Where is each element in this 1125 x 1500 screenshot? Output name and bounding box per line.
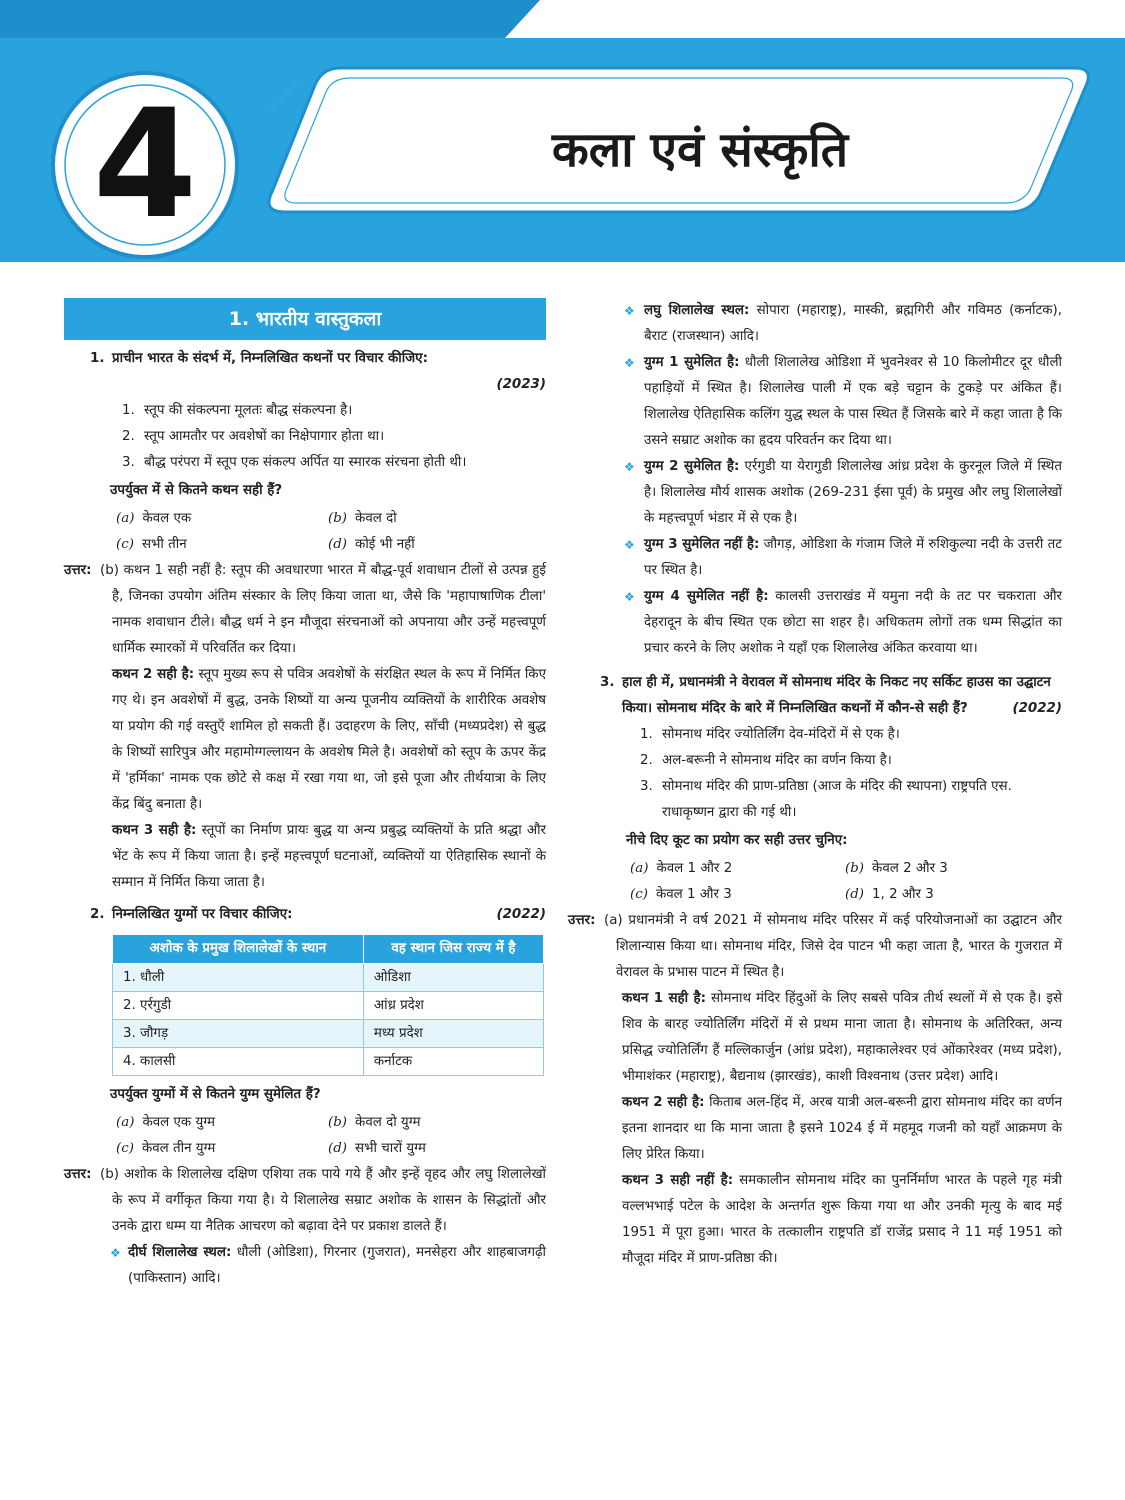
answer: उत्तर: (a) प्रधानमंत्री ने वर्ष 2021 में सोमनाथ मंदिर परिसर में कई परियोजनाओं का उद्घाटन और शिलान्यास किया था। सोमनाथ मंदिर, जिसे देव पाटन भी कहा जाता है, भारत के गुजरात में वेरावल के प्रभास पाटन में स्थित है। bbox=[568, 913, 1062, 980]
option[interactable]: (c) सभी तीन bbox=[116, 537, 187, 552]
statement: 2. अल-बरूनी ने सोमनाथ मंदिर का वर्णन किया है। bbox=[640, 753, 892, 768]
option[interactable]: (d) 1, 2 और 3 bbox=[845, 887, 934, 902]
options-grid bbox=[64, 1110, 546, 1162]
options-grid bbox=[582, 856, 1062, 908]
option[interactable]: (a) केवल एक bbox=[116, 511, 192, 526]
diamond-bullet-icon: ❖ bbox=[624, 460, 635, 474]
table-header: अशोक के प्रमुख शिलालेखों के स्थान bbox=[113, 935, 364, 964]
explanation-paragraph: कथन 3 सही है: स्तूपों का निर्माण प्रायः बुद्ध या अन्य प्रबुद्ध व्यक्तियों के प्रति श्रद्धा और भेंट के रूप में किया जाता है। इन्हें महत्त्वपूर्ण घटनाओं, व्यक्तियों या ऐतिहासिक स्थानों के सम्मान में निर्मित किया जाता है। bbox=[112, 823, 547, 890]
bullet-item: ❖ युग्म 1 सुमेलित है: धौली शिलालेख ओडिशा में भुवनेश्वर से 10 किलोमीटर दूर धौली पहाड़ियों में स्थित है। शिलालेख पाली में एक बड़े चट्टान के टुकड़े पर अंकित हैं। शिलालेख ऐतिहासिक कलिंग युद्ध स्थल के पास स्थित हैं जिसके बारे में कहा जाता है कि उसने सम्राट अशोक का हृदय परिवर्तन कर दिया था। bbox=[582, 350, 1062, 454]
table-header: वह स्थान जिस राज्य में है bbox=[363, 935, 543, 964]
chapter-title: कला एवं संस्कृति bbox=[551, 122, 849, 178]
option[interactable]: (c) केवल तीन युग्म bbox=[116, 1141, 216, 1156]
diamond-bullet-icon: ❖ bbox=[624, 538, 635, 552]
right-column bbox=[568, 298, 1063, 1272]
question-year: (2022) bbox=[496, 907, 546, 922]
question-prompt: उपर्युक्त युग्मों में से कितने युग्म सुमेलित हैं? bbox=[110, 1087, 321, 1102]
option[interactable]: (c) केवल 1 और 3 bbox=[630, 887, 732, 902]
question-prompt: नीचे दिए कूट का प्रयोग कर सही उत्तर चुनिए: bbox=[626, 833, 848, 848]
bullet-item: ❖ युग्म 2 सुमेलित है: एर्रगुडी या येरागुडी शिलालेख आंध्र प्रदेश के कुरनूल जिले में स्थित है। शिलालेख मौर्य शासक अशोक (269-231 ईसा पूर्व) के प्रमुख और लघु शिलालेखों के महत्त्वपूर्ण भंडार में से एक है। bbox=[582, 454, 1062, 532]
question-year: (2022) bbox=[1012, 701, 1062, 716]
answer: उत्तर: (b) अशोक के शिलालेख दक्षिण एशिया तक पाये गये हैं और इन्हें वृहद और लघु शिलालेखों के रूप में वर्गीकृत किया गया है। ये शिलालेख सम्राट अशोक के शासन के सिद्धांतों और उनके द्वारा धम्म या नैतिक आचरण को बढ़ावा देने पर प्रकाश डालते हैं। bbox=[64, 1167, 546, 1234]
statement: 1. स्तूप की संकल्पना मूलतः बौद्ध संकल्पना है। bbox=[122, 403, 353, 418]
statement: 3. बौद्ध परंपरा में स्तूप एक संकल्प अर्पित या स्मारक संरचना होती थी। bbox=[122, 455, 467, 470]
match-table bbox=[112, 934, 544, 1076]
bullet-item: ❖ युग्म 3 सुमेलित नहीं है: जौगड़, ओडिशा के गंजाम जिले में रुशिकुल्या नदी के उत्तरी तट पर स्थित है। bbox=[582, 532, 1062, 584]
bullet-item: ❖ लघु शिलालेख स्थल: सोपारा (महाराष्ट्र), मास्की, ब्रह्मगिरी और गविमठ (कर्नाटक), बैराट (राजस्थान) आदि। bbox=[582, 298, 1062, 350]
option[interactable]: (a) केवल 1 और 2 bbox=[630, 861, 733, 876]
section-heading: 1. भारतीय वास्तुकला bbox=[64, 298, 546, 340]
diamond-bullet-icon: ❖ bbox=[624, 590, 635, 604]
question-2: 2. निम्नलिखित युग्मों पर विचार कीजिए: (2022) bbox=[64, 902, 546, 928]
bullet-item: ❖ युग्म 4 सुमेलित नहीं है: कालसी उत्तराखंड में यमुना नदी के तट पर चकराता और देहरादून के बीच स्थित एक छोटा सा शहर है। अधिकतम लोगों तक धम्म सिद्धांत का प्रचार करने के लिए अशोक ने यहाँ एक शिलालेख अंकित करवाया था। bbox=[582, 584, 1062, 662]
option[interactable]: (b) केवल 2 और 3 bbox=[845, 861, 948, 876]
bullet-item: ❖ दीर्घ शिलालेख स्थल: धौली (ओडिशा), गिरनार (गुजरात), मनसेहरा और शाहबाजगढ़ी (पाकिस्तान) आदि। bbox=[64, 1240, 546, 1292]
question-prompt: उपर्युक्त में से कितने कथन सही हैं? bbox=[110, 483, 283, 498]
chapter-number: 4 bbox=[92, 78, 198, 252]
option[interactable]: (d) सभी चारों युग्म bbox=[328, 1141, 426, 1156]
statement: 1. सोमनाथ मंदिर ज्योतिर्लिंग देव-मंदिरों में से एक है। bbox=[640, 727, 900, 742]
table-row: 1. धौली ओडिशा bbox=[113, 964, 544, 992]
question-1 bbox=[64, 346, 546, 372]
explanation-paragraph: कथन 2 सही है: किताब अल-हिंद में, अरब यात्री अल-बरूनी द्वारा सोमनाथ मंदिर का वर्णन इतना शानदार था कि माना जाता है इसने 1024 ई में महमूद गजनी को यहाँ आक्रमण के लिए प्रेरित किया। bbox=[622, 1095, 1063, 1162]
answer: उत्तर: (b) कथन 1 सही नहीं है: स्तूप की अवधारणा भारत में बौद्ध-पूर्व शवाधान टीलों से उत्पन्न हुई है, जिनका उपयोग अंतिम संस्कार के लिए किया जाता था, जैसे कि 'महापाषाणिक टीला' नामक शवाधान टीले। बौद्ध धर्म ने इन मौजूदा संरचनाओं को अपनाया और उन्हें महत्त्वपूर्ण धार्मिक स्मारकों में परिवर्तित कर दिया। bbox=[64, 563, 546, 656]
table-row: 2. एर्रगुडी आंध्र प्रदेश bbox=[113, 992, 544, 1020]
explanation-paragraph: कथन 1 सही है: सोमनाथ मंदिर हिंदुओं के लिए सबसे पवित्र तीर्थ स्थलों में से एक है। इसे शिव के बारह ज्योतिर्लिंग मंदिरों में से प्रथम माना जाता है। सोमनाथ के अतिरिक्त, अन्य प्रसिद्ध ज्योतिर्लिंग हैं मल्लिकार्जुन (आंध्र प्रदेश), महाकालेश्वर एवं ओंकारेश्वर (मध्य प्रदेश), भीमाशंकर (महाराष्ट्र), बैद्यनाथ (झारखंड), काशी विश्वनाथ (उत्तर प्रदेश) आदि। bbox=[622, 991, 1062, 1084]
question-number: 1. bbox=[90, 351, 105, 366]
left-column bbox=[64, 298, 546, 1292]
explanation-paragraph: कथन 3 सही नहीं है: समकालीन सोमनाथ मंदिर का पुनर्निर्माण भारत के पहले गृह मंत्री वल्लभभाई पटेल के आदेश के अन्तर्गत शुरू किया गया था और उनकी मृत्यु के बाद मई 1951 में पूरा हुआ। भारत के तत्कालीन राष्ट्रपति डॉ राजेंद्र प्रसाद ने 11 मई 1951 को मौजूदा मंदिर में प्राण-प्रतिष्ठा की। bbox=[622, 1173, 1063, 1266]
option[interactable]: (d) कोई भी नहीं bbox=[328, 537, 415, 552]
statement: 2. स्तूप आमतौर पर अवशेषों का निक्षेपागार होता था। bbox=[122, 429, 385, 444]
option[interactable]: (a) केवल एक युग्म bbox=[116, 1115, 215, 1130]
table-row: 3. जौगड़ मध्य प्रदेश bbox=[113, 1020, 544, 1048]
question-text: प्राचीन भारत के संदर्भ में, निम्नलिखित कथनों पर विचार कीजिए: bbox=[112, 351, 428, 366]
option[interactable]: (b) केवल दो bbox=[328, 511, 397, 526]
question-3: 3. हाल ही में, प्रधानमंत्री ने वेरावल में सोमनाथ मंदिर के निकट नए सर्किट हाउस का उद्घाटन किया। सोमनाथ मंदिर के बारे में निम्नलिखित कथनों में कौन-से सही हैं? (2022) bbox=[582, 670, 1062, 722]
options-grid bbox=[64, 506, 546, 558]
explanation-paragraph: कथन 2 सही है: स्तूप मुख्य रूप से पवित्र अवशेषों के संरक्षित स्थल के रूप में निर्मित किए गए थे। इन अवशेषों में बुद्ध, उनके शिष्यों या अन्य पूजनीय व्यक्तियों के शारीरिक अवशेष या प्रयोग की गई वस्तुएँ शामिल हो सकती हैं। उदाहरण के लिए, साँची (मध्यप्रदेश) से बुद्ध के शिष्यों सारिपुत्र और महामोग्गल्लायन के अवशेष मिले है। अवशेषों को स्तूप के ऊपर केंद्र में 'हर्मिका' नामक एक छोटे से कक्ष में रखा गया था, जो इसे पूजा और तीर्थयात्रा के लिए केंद्र बिंदु बनाता है। bbox=[112, 667, 546, 812]
statement: 3. सोमनाथ मंदिर की प्राण-प्रतिष्ठा (आज के मंदिर की स्थापना) राष्ट्रपति एस. राधाकृष्णन द्वारा की गई थी। bbox=[640, 779, 1012, 820]
diamond-bullet-icon: ❖ bbox=[110, 1246, 121, 1260]
option[interactable]: (b) केवल दो युग्म bbox=[328, 1115, 421, 1130]
question-year: (2023) bbox=[496, 377, 546, 392]
diamond-bullet-icon: ❖ bbox=[624, 304, 635, 318]
diamond-bullet-icon: ❖ bbox=[624, 356, 635, 370]
table-row: 4. कालसी कर्नाटक bbox=[113, 1048, 544, 1076]
